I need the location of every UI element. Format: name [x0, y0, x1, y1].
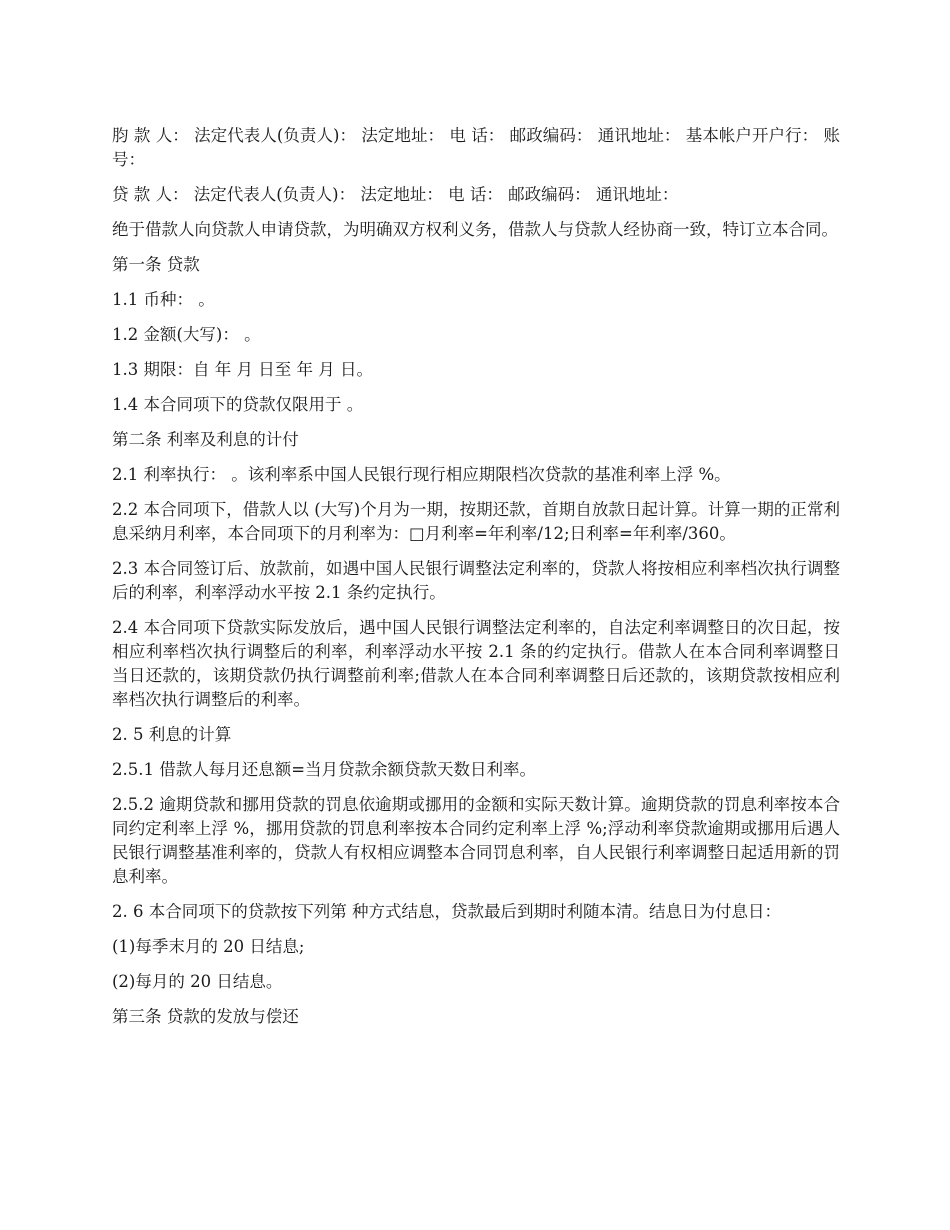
contract-document: [112, 124, 840, 1040]
article-2-heading: 第二条 利率及利息的计付: [112, 430, 299, 449]
clause-2-3: 2.3 本合同签订后、放款前，如遇中国人民银行调整法定利率的，贷款人将按相应利率档次执行调整后的利率，利率浮动水平按 2.1 条约定执行。: [112, 559, 840, 602]
clause-2-5-2: 2.5.2 逾期贷款和挪用贷款的罚息依逾期或挪用的金额和实际天数计算。逾期贷款的罚息利率按本合同约定利率上浮 %，挪用贷款的罚息利率按本合同约定利率上浮 %;浮动利率贷款逾期或挪用后遇人民银行调整基准利率的，贷款人有权相应调整本合同罚息利率，自人民银行利率调整日起适用新的罚息利率。: [112, 795, 840, 886]
clause-1-3: 1.3 期限：自 年 月 日至 年 月 日。: [112, 360, 373, 379]
clause-2-6-option-1: (1)每季末月的 20 日结息;: [112, 937, 305, 956]
clause-2-5-1: 2.5.1 借款人每月还息额=当月贷款余额贷款天数日利率。: [112, 760, 537, 779]
article-3-heading: 第三条 贷款的发放与偿还: [112, 1007, 299, 1026]
clause-2-5-heading: 2. 5 利息的计算: [112, 725, 232, 744]
clause-2-1: 2.1 利率执行： 。该利率系中国人民银行现行相应期限档次贷款的基准利率上浮 %。: [112, 465, 731, 484]
clause-2-4: 2.4 本合同项下贷款实际发放后，遇中国人民银行调整法定利率的，自法定利率调整日的次日起，按相应利率档次执行调整后的利率，利率浮动水平按 2.1 条的约定执行。借款人在本合同利率调整日当日还款的，该期贷款仍执行调整前利率;借款人在本合同利率调整日后还款的，该期贷款按相应利率档次执行调整后的利率。: [112, 618, 840, 709]
lender-info: 贷 款 人： 法定代表人(负责人)： 法定地址： 电 话： 邮政编码： 通讯地址：: [112, 185, 679, 204]
clause-2-2: 2.2 本合同项下，借款人以 (大写)个月为一期，按期还款，首期自放款日起计算。计算一期的正常利息采纳月利率，本合同项下的月利率为：□月利率=年利率/12;日利率=年利率/360。: [112, 500, 840, 543]
clause-2-6: 2. 6 本合同项下的贷款按下列第 种方式结息，贷款最后到期时利随本清。结息日为付息日：: [112, 902, 781, 921]
clause-1-1: 1.1 币种： 。: [112, 290, 215, 309]
preamble: 绝于借款人向贷款人申请贷款，为明确双方权利义务，借款人与贷款人经协商一致，特订立本合同。: [112, 220, 838, 239]
clause-1-2: 1.2 金额(大写)： 。: [112, 325, 261, 344]
clause-1-4: 1.4 本合同项下的贷款仅限用于 。: [112, 395, 364, 414]
article-1-heading: 第一条 贷款: [112, 255, 200, 274]
borrower-info: 䏛 款 人： 法定代表人(负责人)： 法定地址： 电 话： 邮政编码： 通讯地址： 基本帐户开户行： 账 号：: [112, 126, 840, 169]
clause-2-6-option-2: (2)每月的 20 日结息。: [112, 972, 283, 991]
